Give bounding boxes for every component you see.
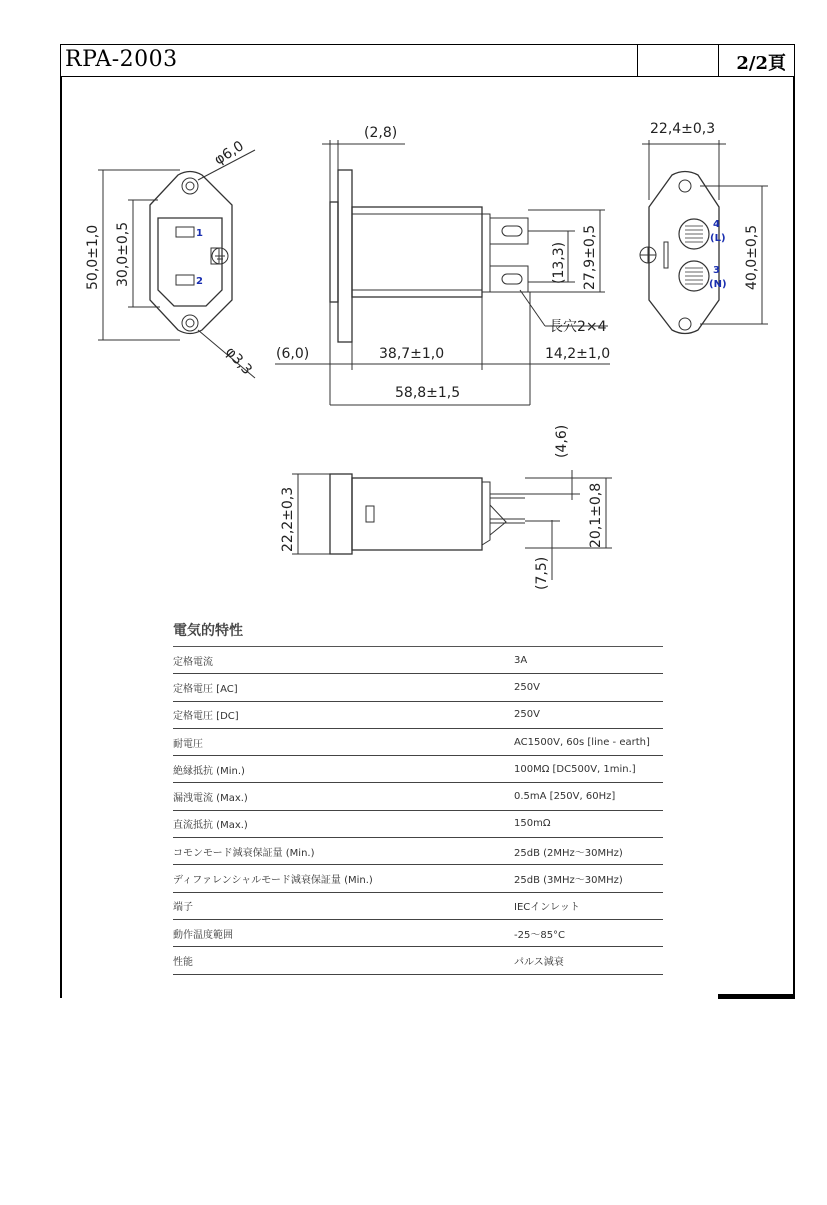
spec-label: 直流抵抗 (Max.) [173,810,514,837]
dim-terminal-spacing: (13,3) [551,241,567,284]
spec-value: AC1500V, 60s [line - earth] [514,728,663,755]
pin-2-label: 2 [196,276,203,287]
pin-4-line-label: (L) [710,233,726,244]
table-row [173,947,663,974]
dim-flange-thickness: (2,8) [364,125,398,141]
spec-value: -25〜85°C [514,919,663,946]
table-row [173,647,663,674]
dim-total-length: 58,8±1,5 [395,385,461,401]
spec-label: ディファレンシャルモード減衰保証量 (Min.) [173,865,514,892]
spec-label: 定格電圧 [AC] [173,674,514,701]
pin-1-label: 1 [196,228,203,239]
table-row [173,674,663,701]
dim-terminal-base: (7,5) [534,556,550,590]
dim-terminal-length: 14,2±1,0 [545,346,611,362]
dim-flange-offset: (6,0) [276,346,310,362]
dim-terminal-pitch: 20,1±0,8 [588,482,604,548]
spec-label: 動作温度範囲 [173,919,514,946]
dim-socket-height: 30,0±0,5 [115,221,131,287]
spec-value: 0.5mA [250V, 60Hz] [514,783,663,810]
frame-corner-mark [718,994,795,999]
table-row [173,701,663,728]
hole-note: 長穴2×4 [549,319,607,335]
table-row [173,783,663,810]
table-row [173,810,663,837]
spec-label: 定格電圧 [DC] [173,701,514,728]
spec-value: 25dB (2MHz〜30MHz) [514,838,663,865]
spec-label: 漏洩電流 (Max.) [173,783,514,810]
pin-3-neutral-label: (N) [709,279,727,290]
table-row [173,892,663,919]
spec-table [173,647,663,975]
spec-value: 250V [514,674,663,701]
dim-body-length: 38,7±1,0 [379,346,445,362]
dim-overall-height: 50,0±1,0 [85,224,101,290]
page-number: 2/2頁 [736,53,786,74]
spec-value: 25dB (3MHz〜30MHz) [514,865,663,892]
model-number: RPA-2003 [65,47,178,72]
table-row [173,838,663,865]
dim-mount-diameter: φ3,3 [222,343,255,379]
table-row [173,728,663,755]
dim-terminal-height: 27,9±0,5 [582,224,598,290]
table-row [173,865,663,892]
spec-value: 100MΩ [DC500V, 1min.] [514,756,663,783]
spec-title: 電気的特性 [173,620,663,647]
spec-label: 定格電流 [173,647,514,674]
spec-value: 150mΩ [514,810,663,837]
dim-rear-width: 22,4±0,3 [650,121,716,137]
pin-3-label: 3 [713,265,720,276]
electrical-spec-section [173,620,663,975]
spec-value: IECインレット [514,892,663,919]
spec-label: 絶縁抵抗 (Min.) [173,756,514,783]
spec-label: コモンモード減衰保証量 (Min.) [173,838,514,865]
dim-rear-height: 40,0±0,5 [744,224,760,290]
table-row [173,919,663,946]
dim-hole-diameter: φ6,0 [211,138,247,169]
spec-label: 端子 [173,892,514,919]
spec-label: 性能 [173,947,514,974]
spec-value: 3A [514,647,663,674]
spec-value: パルス減衰 [514,947,663,974]
dim-terminal-offset: (4,6) [554,424,570,458]
spec-label: 耐電圧 [173,728,514,755]
pin-4-label: 4 [713,219,720,230]
spec-value: 250V [514,701,663,728]
dim-body-width: 22,2±0,3 [280,486,296,552]
table-row [173,756,663,783]
bottom-view [292,470,612,580]
